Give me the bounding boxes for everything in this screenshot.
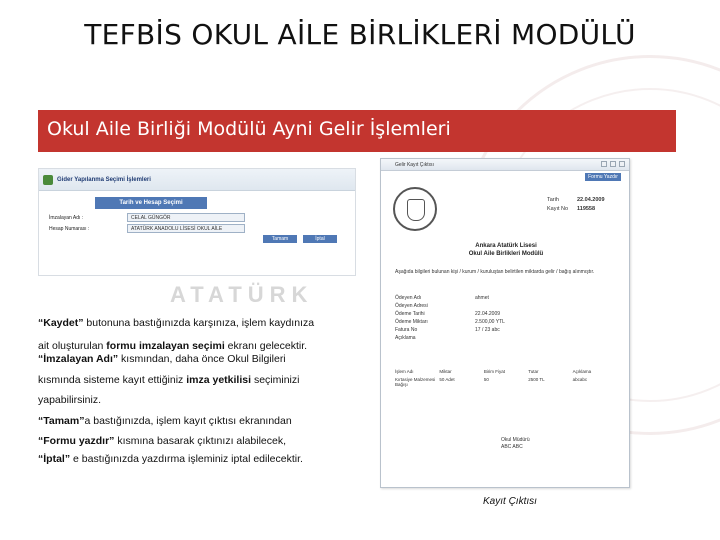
- ministry-emblem-icon: [393, 187, 437, 231]
- column-header: Tutar: [528, 369, 539, 374]
- kv-row: [395, 295, 489, 301]
- paragraph-text: kısmından, daha önce Okul Bilgileri: [118, 353, 286, 365]
- panel-title: Tarih ve Hesap Seçimi: [95, 197, 207, 209]
- form-signer-emphasis: formu imzalayan seçimi: [106, 340, 225, 352]
- paragraph-line-2: [38, 339, 346, 353]
- paragraph-text: kısmında sisteme kayıt ettiğiniz: [38, 374, 187, 386]
- paragraph-line-3: [38, 352, 346, 366]
- kv-key: Açıklama: [395, 335, 416, 341]
- window-title: Gider Yapılanma Seçimi İşlemleri: [57, 176, 151, 183]
- table-row: [395, 377, 617, 387]
- signature-block: [501, 437, 530, 451]
- tamam-emphasis: “Tamam”: [38, 415, 85, 427]
- paragraph-text: e bastığınızda yazdırma işleminiz iptal edilecektir.: [70, 453, 303, 465]
- table-cell: 2500 TL: [528, 377, 545, 382]
- section-banner: [38, 110, 676, 152]
- kv-row: [395, 319, 505, 325]
- minimize-icon[interactable]: [601, 161, 607, 167]
- column-header: Miktar: [439, 369, 452, 374]
- figure-caption: Kayıt Çıktısı: [483, 496, 537, 507]
- iptal-emphasis: “İptal”: [38, 453, 71, 465]
- kaydet-emphasis: “Kaydet”: [38, 317, 84, 329]
- kv-key: Ödeme Miktarı: [395, 319, 428, 325]
- kv-key: Ödeme Tarihi: [395, 311, 425, 317]
- kv-row: [395, 335, 475, 341]
- kv-row: [395, 311, 500, 317]
- module-name: Okul Aile Birlikleri Modülü: [468, 251, 544, 257]
- record-no-value: 119558: [577, 206, 596, 212]
- faded-background-text: ATATÜRK: [170, 282, 314, 307]
- account-label: Hesap Numarası :: [49, 226, 90, 232]
- table-header: [395, 369, 617, 374]
- kv-value: ahmet: [475, 295, 489, 301]
- page-title: TEFBİS OKUL AİLE BİRLİKLERİ MODÜLÜ: [84, 18, 636, 51]
- paragraph-text: seçiminizi: [251, 374, 300, 386]
- paragraph-text: ekranı gelecektir.: [224, 340, 308, 352]
- column-header: Açıklama: [572, 369, 592, 374]
- window-header: [39, 169, 355, 191]
- banner-text: Okul Aile Birliği Modülü Ayni Gelir İşlemleri: [47, 118, 451, 140]
- paragraph-line-5: yapabilirsiniz.: [38, 394, 102, 406]
- signer-title: Okul Müdürü: [501, 437, 530, 443]
- signer-select[interactable]: CELAL GÜNGÖR: [127, 213, 245, 222]
- kv-value: 22.04.2009: [475, 311, 501, 317]
- signer-selection-window: [38, 168, 356, 276]
- column-header: İşlem Adı: [395, 369, 414, 374]
- date-value: 22.04.2009: [577, 197, 605, 203]
- kv-key: Ödeyen Adı: [395, 295, 422, 301]
- record-no-row: [547, 206, 595, 212]
- paragraph-text: butonuna bastığınızda karşınıza, işlem kaydınıza: [83, 317, 315, 329]
- table-cell: 50 Adet: [439, 377, 455, 382]
- record-note: Aşağıda bilgileri bulunan kişi / kurum / kuruluştan belirtilen miktarda gelir / bağış alınmıştır.: [395, 269, 595, 275]
- paragraph-line-7: [38, 434, 346, 448]
- paragraph-line-6: [38, 414, 346, 428]
- table-cell: 50: [483, 377, 489, 382]
- date-row: [547, 197, 605, 203]
- cancel-button[interactable]: İptal: [303, 235, 337, 243]
- income-record-output-window: [380, 158, 630, 488]
- maximize-icon[interactable]: [610, 161, 616, 167]
- paragraph-line-1: [38, 316, 346, 330]
- signer-label: İmzalayan Adı :: [49, 215, 84, 221]
- kv-key: Fatura No: [395, 327, 418, 333]
- date-label: Tarih: [547, 197, 559, 203]
- paragraph-text: a bastığınızda, işlem kayıt çıktısı ekranından: [84, 415, 292, 427]
- window-controls: [601, 161, 625, 167]
- kv-value: 2.500,00 YTL: [475, 319, 505, 325]
- kv-row: [395, 327, 500, 333]
- school-name: Ankara Atatürk Lisesi: [475, 243, 537, 249]
- signer-name: ABC ABC: [501, 444, 523, 450]
- kv-row: [395, 303, 475, 309]
- ok-button[interactable]: Tamam: [263, 235, 297, 243]
- window-titlebar: [381, 159, 629, 171]
- print-form-button[interactable]: Formu Yazdır: [585, 173, 621, 181]
- close-icon[interactable]: [619, 161, 625, 167]
- kv-key: Ödeyen Adresi: [395, 303, 428, 309]
- paragraph-line-4: [38, 373, 346, 387]
- paragraph-text: ait oluşturulan: [38, 340, 107, 352]
- paragraph-line-8: [38, 452, 346, 466]
- window-title: Gelir Kayıt Çıktısı: [395, 162, 434, 168]
- signature-authority-emphasis: imza yetkilisi: [186, 374, 252, 386]
- app-logo-icon: [43, 175, 53, 185]
- signer-name-emphasis: “İmzalayan Adı”: [38, 353, 119, 365]
- record-no-label: Kayıt No: [547, 206, 569, 212]
- print-form-emphasis: “Formu yazdır”: [38, 435, 115, 447]
- kv-value: 17 / 23 abc: [475, 327, 500, 333]
- column-header: Birim Fiyat: [483, 369, 506, 374]
- table-cell: Kırtasiye Malzemesi Bağışı: [395, 377, 436, 387]
- paragraph-text: kısmına basarak çıktınızı alabilecek,: [114, 435, 287, 447]
- account-select[interactable]: ATATÜRK ANADOLU LİSESİ OKUL AİLE: [127, 224, 245, 233]
- table-cell: abcabc: [572, 377, 588, 382]
